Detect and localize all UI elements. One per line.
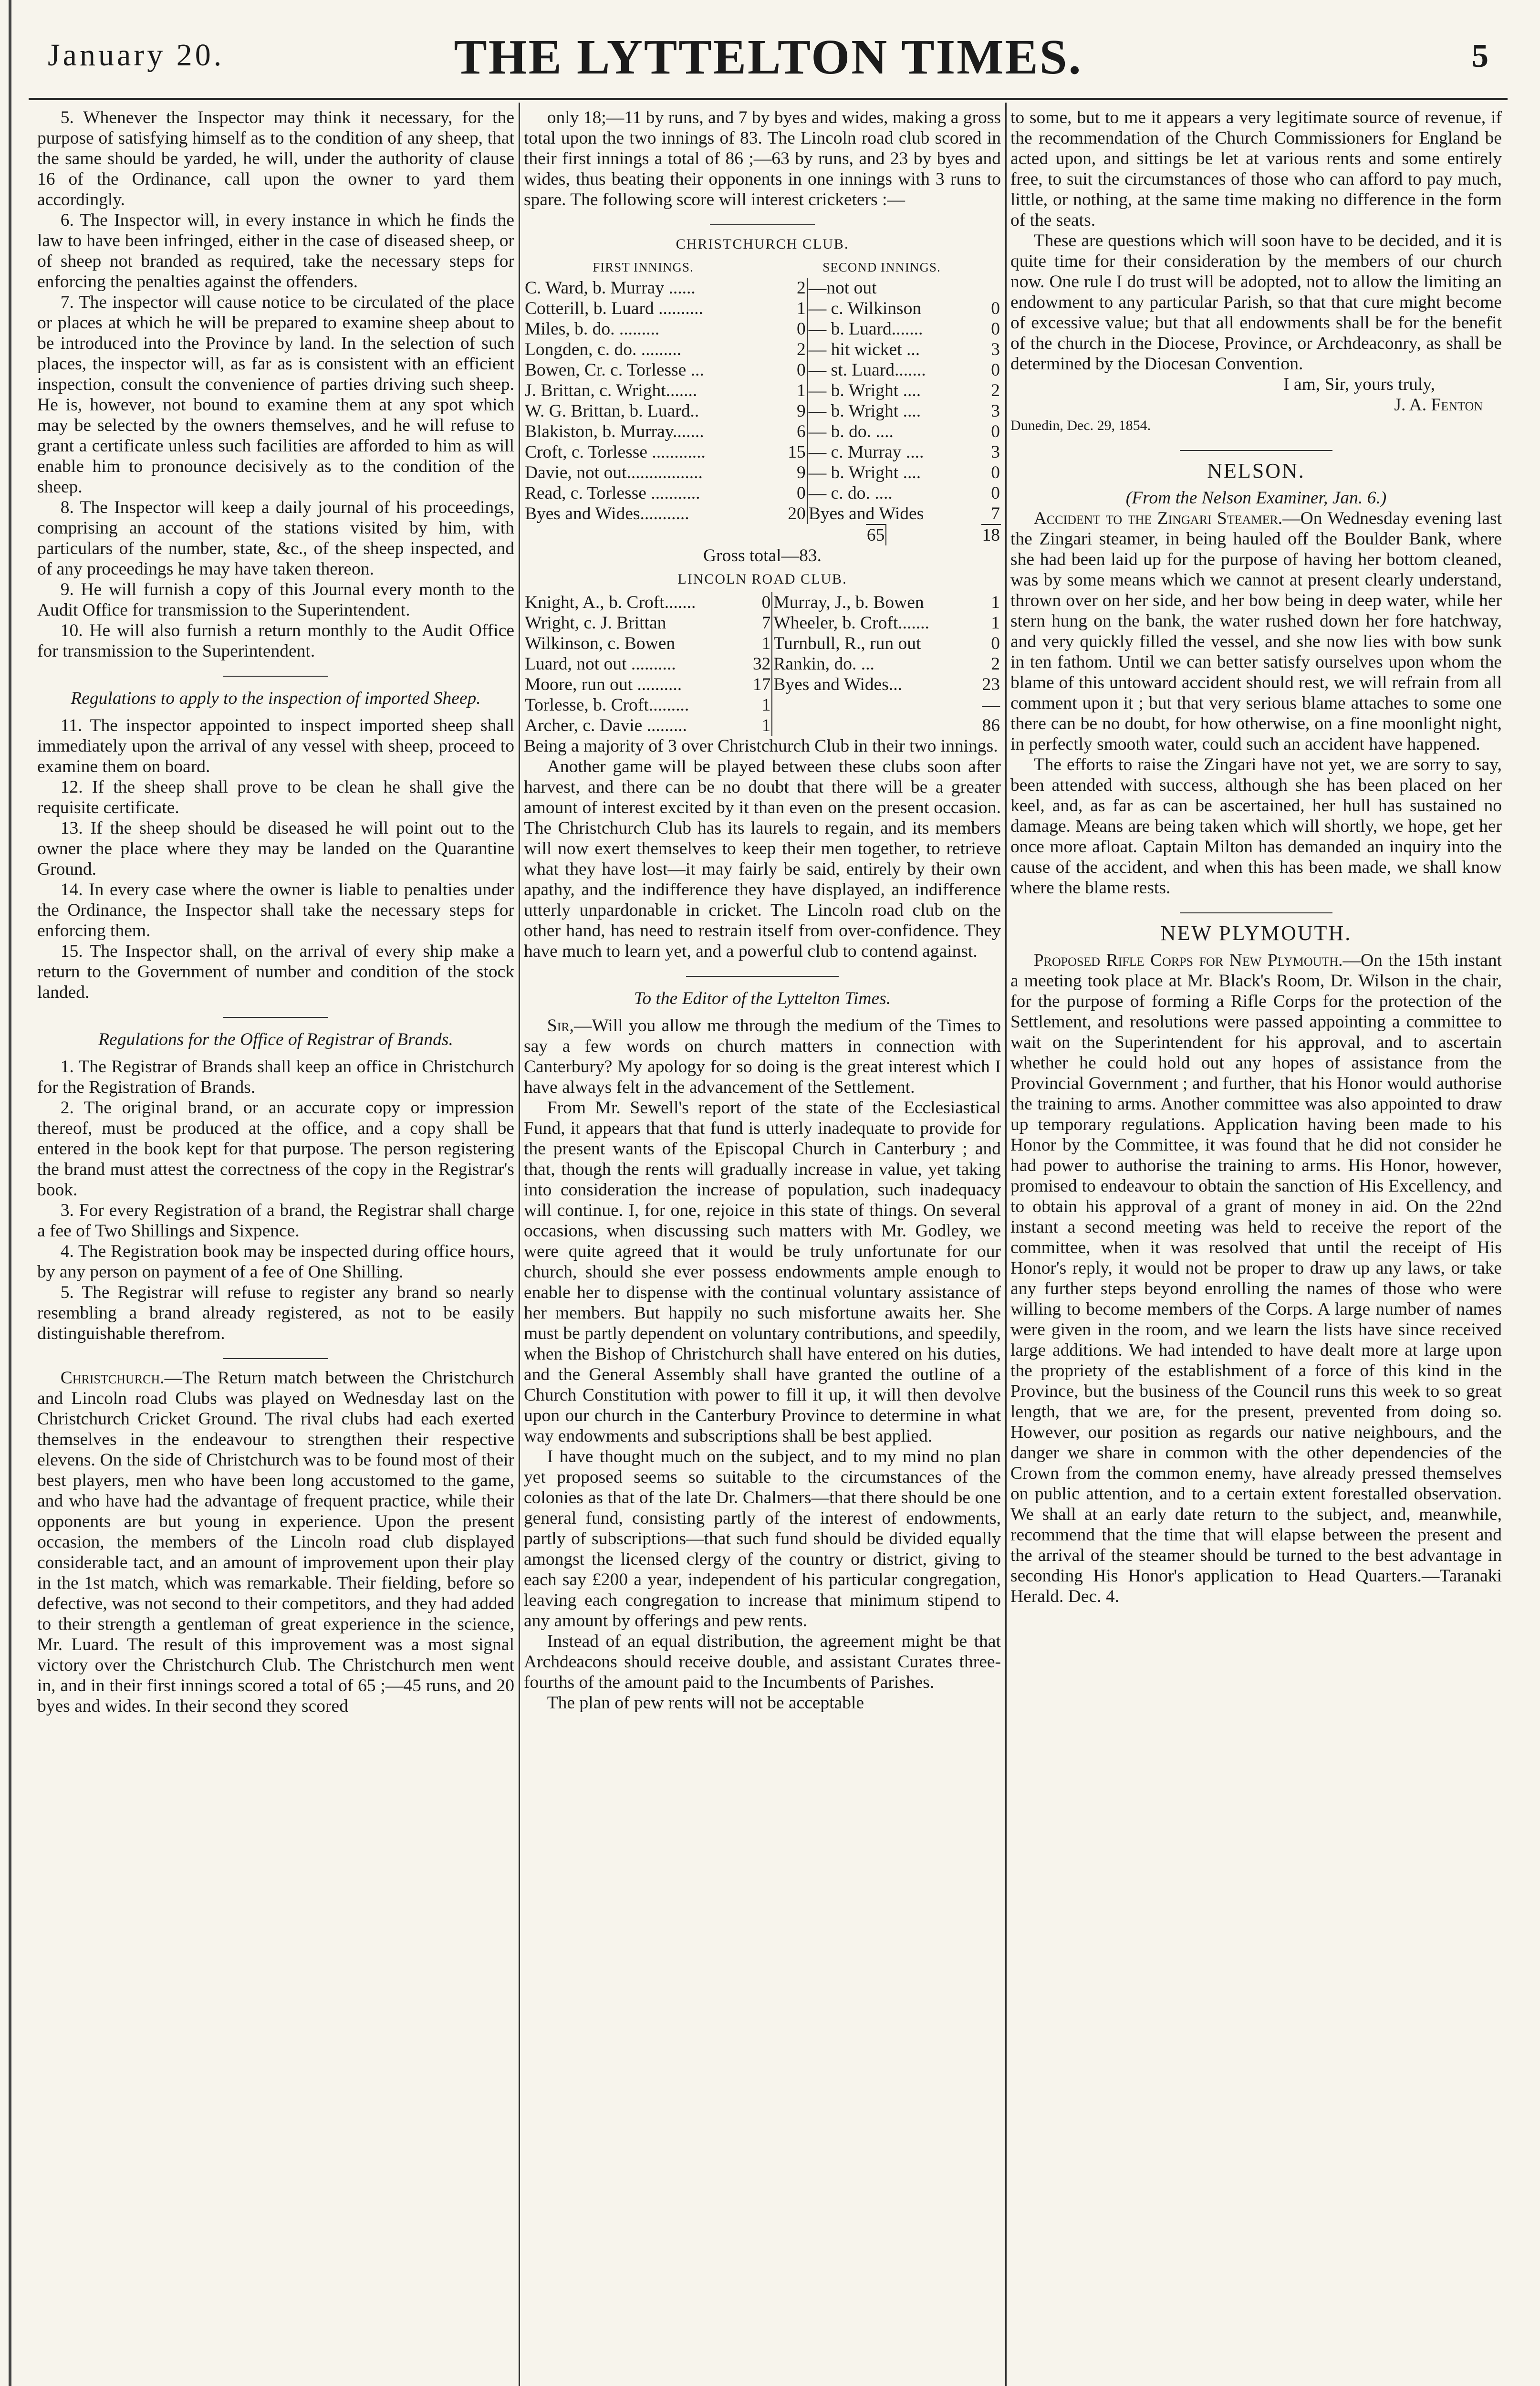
table-row [524,401,1001,421]
runs: 0 [991,360,1000,380]
paragraph: 6. The Inspector will, in every instance in which he finds the law to have been infringed, either in the case of diseased sheep, or of sheep not branded as required, take the necessary steps for enforcing the penalties against the offenders. [37,210,514,292]
club-heading: LINCOLN ROAD CLUB. [677,571,847,587]
newspaper-title: THE LYTTELTON TIMES. [454,30,1082,84]
section-rule [686,976,839,977]
runs: 17 [747,674,772,695]
paragraph: 12. If the sheep shall prove to be clean he shall give the requisite certificate. [37,777,514,817]
batsman-entry: — c. Wilkinson [808,299,922,318]
paragraph: 10. He will also furnish a return monthly to the Audit Office for transmission to the Superintendent. [37,621,514,661]
batsman-entry: Luard, not out .......... [525,654,676,674]
runs: 20 [782,503,807,524]
paragraph: The efforts to raise the Zingari have not yet, we are sorry to say, been attended with success, although she has been placed on her keel, and, as far as can be ascertained, her hull has sustained no damage. Means are being taken which will shortly, we hope, get her once more afloat. Captain Milton has demanded an inquiry into the cause of the accident, and when this has been made, we shall know where the blame rests. [1010,755,1502,898]
runs: 0 [991,422,1000,441]
batsman-entry: Bowen, Cr. c. Torlesse ... [525,360,704,380]
runs: 2 [991,381,1000,400]
runs: 1 [747,633,772,654]
paragraph: From Mr. Sewell's report of the state of the Ecclesiastical Fund, it appears that that fund is utterly inadequate to provide for the present wants of the Episcopal Church in Canterbury ; and that, though the rents will gradually increase in value, yet taking into consideration the increase of population, such inadequacy will continue. I, for one, rejoice in this state of things. On several occasions, when discussing such matters with Mr. Godley, we were quite agreed that it would be truly unfortunate for our church, should she ever possess endowments ample enough to enable her to dispense with the continual voluntary assistance of her members. But happily no such misfortune awaits her. She must be partly dependent on voluntary contributions, and speedily, when the Bishop of Christchurch shall have entered on his duties, and the General Assembly shall have granted the outline of a Church Constitution with power to fill it up, it will then devolve upon our church in the Canterbury Province to determine in what way endowments and subscriptions shall be best applied. [524,1098,1001,1446]
runs: 6 [782,421,807,442]
lead-in: Proposed Rifle Corps for New Plymouth. [1033,951,1343,970]
batsman-entry: Wilkinson, c. Bowen [525,634,676,653]
runs: 0 [782,319,807,339]
paragraph: 7. The inspector will cause notice to be circulated of the place or places at which he will be prepared to examine sheep about to be introduced into the Province by land. In the selection of such places, the inspector will, as far as is consistent with an efficient inspection, consult the convenience of parties driving such sheep. He is, however, not bound to examine them at any spot which may be selected by the owners themselves, and he will refuse to grant a certificate unless such facilities are afforded to him as will enable him to pronounce decisively as to the condition of the sheep. [37,293,514,497]
batsman-entry: Blakiston, b. Murray....... [525,422,704,441]
paragraph: The plan of pew rents will not be acceptable [547,1693,864,1713]
page-number: 5 [1472,38,1488,74]
runs: 0 [747,592,772,613]
batsman-entry: Byes and Wides........... [525,504,689,523]
club-heading: CHRISTCHURCH CLUB. [676,236,849,252]
runs: — [982,695,1000,715]
innings-label: FIRST INNINGS. [593,260,694,274]
runs: 7 [991,504,1000,523]
binding-edge [9,0,11,2386]
table-row [524,442,1001,462]
section-rule [710,224,815,225]
paragraph: to some, but to me it appears a very legitimate source of revenue, if the recommendation of the Church Commissioners for England be acted upon, and sittings be let at various rents and some entirely free, to suit the circumstances of those who can afford to pay much, little, or nothing, at the same time making no difference in the form of the seats. [1010,108,1502,230]
runs: 9 [782,401,807,421]
paragraph [1010,950,1502,1607]
paragraph: 2. The original brand, or an accurate copy or impression thereof, must be produced at the office, and a copy shall be entered in the book kept for that purpose. The person registering the brand must attest the correctness of the copy in the Registrar's book. [37,1098,514,1200]
runs: 0 [782,483,807,503]
runs: 1 [782,380,807,401]
paragraph-text: —On the 15th instant a meeting took place at Mr. Black's Room, Dr. Wilson in the chair, for the purpose of forming a Rifle Corps for the protection of the Settlement, and resolutions were passed appointing a committee to wait on the Superintendent for his approval, and to ascertain whether he could hold out any hopes of assistance from the Provincial Government ; and further, that his Honor would authorise the training to arms. Another committee was also appointed to draw up temporary regulations. Application having been made to his Honor by the Committee, it was found that he did not consider he had power to authorise the training to arms. His Honor, however, promised to endeavour to obtain the sanction of His Excellency, and to obtain his approval of a grant of money in aid. On the 22nd instant a second meeting was held to receive the report of the committee, when it was resolved that until the receipt of His Honor's reply, it would not be proper to draw up any laws, or take any further steps beyond enrolling the names of those who were willing to become members of the Corps. A large number of names were given in the room, and we learn the lists have since received large additions. We had intended to have dealt more at large upon the propriety of the establishment of a force of this kind in the Province, but the business of the Council runs this week to so great length, that we are, for the present, prevented from doing so. However, our position as regards our native neighbours, and the danger we share in common with the other dependencies of the Crown from the common enemy, have already pressed themselves on public attention, and to a certain extent forestalled observation. We shall at an early date return to the subject, and, meanwhile, recommend that the time that will elapse between the present and the arrival of the steamer should be turned to the best advantage in seconding His Honor's application to Head Quarters.—Taranaki Herald. Dec. 4. [1010,951,1502,1606]
paragraph: 4. The Registration book may be inspected during office hours, by any person on payment of a fee of One Shilling. [37,1242,514,1282]
section-rule [223,1358,328,1359]
runs: 1 [747,695,772,715]
runs: 32 [747,654,772,674]
batsman-entry: — b. Wright .... [808,401,921,421]
section-rule [223,676,328,677]
paragraph: 14. In every case where the owner is liable to penalties under the Ordinance, the Inspector shall take the necessary steps for enforcing them. [37,880,514,941]
table-row [524,613,1001,633]
paragraph: Instead of an equal distribution, the agreement might be that Archdeacons should receive double, and assistant Curates three-fourths of the amount paid to the Incumbents of Parishes. [524,1632,1001,1692]
news-source: (From the Nelson Examiner, Jan. 6.) [1125,488,1387,508]
paragraph: 3. For every Registration of a brand, the Registrar shall charge a fee of Two Shillings and Sixpence. [37,1201,514,1241]
batsman-entry: Cotterill, b. Luard .......... [525,299,703,318]
paragraph-text: —The Return match between the Christchurch and Lincoln road Clubs was played on Wednesday last on the Christchurch Cricket Ground. The rival clubs had each exerted themselves in the endeavour to strengthen their respective elevens. On the side of Christchurch was to be found most of their best players, men who have been long accustomed to the game, and who have had the advantage of frequent practice, while their opponents are but young in experience. Upon the present occasion, the members of the Lincoln road club displayed considerable tact, and an amount of improvement upon their play in the 1st match, which was remarkable. Their fielding, before so defective, was not second to their competitors, and they had added to their strength a gentleman of great experience in the science, Mr. Luard. The result of this improvement was a most signal victory over the Christchurch Club. The Christchurch men went in, and in their first innings scored a total of 65 ;—45 runs, and 20 byes and wides. In their second they scored [37,1368,514,1716]
scorecard-lincoln-road [524,592,1001,736]
paragraph: only 18;—11 by runs, and 7 by byes and wides, making a gross total upon the two innings of 83. The Lincoln road club scored in their first innings a total of 86 ;—63 by runs, and 23 by byes and wides, thus beating their opponents in one innings with 3 runs to spare. The following score will interest cricketers :— [524,108,1001,209]
table-row [524,633,1001,654]
column-3 [1010,107,1502,2386]
table-row [524,524,1001,545]
runs: 1 [991,593,1000,612]
table-row [524,278,1001,298]
paragraph-text: —Will you allow me through the medium of the Times to say a few words on church matters in connection with Canterbury? My apology for so doing is the great interest which I have always felt in the advancement of the Settlement. [524,1016,1001,1097]
runs: 15 [782,442,807,462]
table-row [524,592,1001,613]
table-row [524,380,1001,401]
batsman-entry: C. Ward, b. Murray ...... [525,278,696,298]
paragraph: Another game will be played between these clubs soon after harvest, and there can be no doubt that there will be a greater amount of interest excited by it than even on the present occasion. The Christchurch Club has its laurels to regain, and its members will now exert themselves to keep their men together, to retrieve what they have lost—it may fairly be said, entirely by their own apathy, and the indifference they have displayed, an indifference utterly unpardonable in cricket. The Lincoln road club on the other hand, has need to restrain itself from over-confidence. They have much to learn yet, and a powerful club to contend against. [524,757,1001,961]
total-second-innings: 18 [982,525,1000,545]
runs: 1 [991,613,1000,633]
column-2 [524,107,1001,2386]
runs: 3 [991,401,1000,421]
table-row [524,298,1001,319]
runs: 3 [991,442,1000,462]
runs: 2 [782,278,807,298]
batsman-entry: Turnbull, R., run out [773,634,921,653]
batsman-entry: — hit wicket ... [808,340,920,359]
runs: 2 [991,654,1000,674]
table-row [524,421,1001,442]
table-row [524,503,1001,524]
runs [976,278,1001,298]
dateline: Dunedin, Dec. 29, 1854. [1010,418,1151,433]
letter-heading: To the Editor of the Lyttelton Times. [634,989,891,1008]
paragraph: 5. The Registrar will refuse to register any brand so nearly resembling a brand already registered, as not to be easily distinguishable therefrom. [37,1283,514,1343]
runs: 23 [982,675,1000,694]
table-row [524,360,1001,380]
batsman-entry: — b. do. .... [808,422,894,441]
page-header [43,29,1493,91]
batsman-entry: Byes and Wides [808,504,924,523]
news-heading: NELSON. [1207,459,1305,482]
batsman-entry: Wright, c. J. Brittan [525,613,666,633]
innings-totals [524,524,1001,545]
batsman-entry: Davie, not out................. [525,463,703,482]
runs: 86 [982,716,1000,735]
batsman-entry: Miles, b. do. ......... [525,319,660,339]
batsman-entry: — b. Wright .... [808,463,921,482]
paragraph [1010,508,1502,754]
runs: 3 [991,340,1000,359]
signature-name: J. A. Fenton [1394,395,1483,415]
table-row [524,339,1001,360]
runs: 0 [991,483,1000,503]
paragraph: 1. The Registrar of Brands shall keep an office in Christchurch for the Registration of Brands. [37,1057,514,1097]
section-rule [1180,450,1332,451]
paragraph [37,1368,514,1716]
paragraph: 9. He will furnish a copy of this Journal every month to the Audit Office for transmission to the Superintendent. [37,580,514,620]
batsman-entry [772,695,976,715]
paragraph: Being a majority of 3 over Christchurch Club in their two innings. [524,736,998,756]
paragraph [524,1015,1001,1098]
column-divider [519,103,520,2386]
runs: 2 [782,339,807,360]
section-rule [1180,912,1332,913]
batsman-entry: — b. Luard....... [808,319,923,339]
runs: 9 [782,462,807,483]
batsman-entry [772,715,976,736]
table-row [524,654,1001,674]
innings-label: SECOND INNINGS. [822,260,941,274]
section-heading: Regulations for the Office of Registrar of Brands. [98,1030,453,1049]
paragraph: 8. The Inspector will keep a daily journal of his proceedings, comprising an account of the stations visited by him, with particulars of the number, state, &c., of the sheep inspected, and of any proceedings he may have taken thereon. [37,498,514,579]
scorecard-christchurch [524,278,1001,524]
runs: 0 [782,360,807,380]
runs: 0 [991,463,1000,482]
table-row [524,483,1001,503]
section-heading: Regulations to apply to the inspection of imported Sheep. [71,689,481,708]
paragraph: 13. If the sheep should be diseased he will point out to the owner the place where they may be landed on the Quarantine Ground. [37,818,514,879]
header-rule [29,98,1508,100]
column-1 [37,107,514,2386]
batsman-entry: — c. do. .... [808,483,893,503]
section-rule [223,1017,328,1018]
lead-in: Accident to the Zingari Steamer. [1033,509,1283,528]
batsman-entry: Croft, c. Torlesse ............ [525,442,706,462]
column-divider [1005,103,1007,2386]
batsman-entry: W. G. Brittan, b. Luard.. [525,401,699,421]
total-first-innings: 65 [866,524,886,545]
table-row [524,319,1001,339]
runs: 1 [747,715,772,736]
signature-line: I am, Sir, yours truly, [1283,375,1435,394]
table-row [524,462,1001,483]
batsman-entry: — b. Wright .... [808,381,921,400]
runs: 0 [991,299,1000,318]
batsman-entry: Archer, c. Davie ......... [525,716,687,735]
table-row [524,715,1001,736]
gross-total: Gross total—83. [703,546,822,565]
table-row [524,695,1001,715]
news-heading: NEW PLYMOUTH. [1160,921,1352,945]
runs: 0 [991,634,1000,653]
innings-header [524,257,1001,278]
batsman-entry: — st. Luard....... [808,360,926,380]
paragraph: 15. The Inspector shall, on the arrival of every ship make a return to the Government of number and condition of the stock landed. [37,942,514,1002]
runs: 0 [991,319,1000,339]
runs: 1 [782,298,807,319]
batsman-entry: Wheeler, b. Croft....... [773,613,929,633]
paragraph: I have thought much on the subject, and to my mind no plan yet proposed seems so suitable to the circumstances of the colonies as that of the late Dr. Chalmers—that there should be one general fund, consisting partly of the interest of endowments, partly of subscriptions—that such fund should be divided equally amongst the licensed clergy of the country or district, giving to each say £200 a year, independent of his particular congregation, leaving each congregation to increase that minimum stipend to any amount by offerings and pew rents. [524,1447,1001,1631]
paragraph-text: —On Wednesday evening last the Zingari steamer, in being hauled off the Boulder Bank, where she had been laid up for the purpose of having her bottom cleaned, was by some means which we cannot at present clearly understand, thrown over on her side, and her bow being in deep water, while her stern hung on the bank, the water rushed down her fore hatchway, and very quickly filled the vessel, and she now lies with bow sunk in ten fathom. Until we can better satisfy ourselves upon whom the blame of this untoward accident should rest, we will refrain from all comment upon it ; but that very serious blame attaches to some one there can be no doubt, for how otherwise, on a fine moonlight night, in perfectly smooth water, could such an accident have happened. [1010,509,1502,754]
batsman-entry: Byes and Wides... [773,675,903,694]
paragraph: 5. Whenever the Inspector may think it necessary, for the purpose of satisfying himself as to the condition of any sheep, that the same should be yarded, he will, under the authority of clause 16 of the Ordinance, call upon the owner to yard them accordingly. [37,108,514,209]
runs: 7 [747,613,772,633]
batsman-entry: Read, c. Torlesse ........... [525,483,700,503]
batsman-entry: Rankin, do. ... [773,654,874,674]
paragraph: 11. The inspector appointed to inspect imported sheep shall immediately upon the arrival of any vessel with sheep, proceed to examine them on board. [37,716,514,776]
batsman-entry: Longden, c. do. ......... [525,340,682,359]
header-date: January 20. [48,38,225,73]
lead-in: Sir, [547,1016,574,1036]
batsman-entry: —not out [808,278,877,298]
table-row [524,674,1001,695]
batsman-entry: Moore, run out .......... [525,675,682,694]
batsman-entry: Knight, A., b. Croft....... [525,593,696,612]
batsman-entry: Torlesse, b. Croft......... [525,695,689,715]
batsman-entry: Murray, J., b. Bowen [773,593,924,612]
batsman-entry: J. Brittan, c. Wright....... [525,381,697,400]
batsman-entry: — c. Murray .... [808,442,924,462]
lead-in: Christchurch. [60,1368,165,1388]
paragraph: These are questions which will soon have to be decided, and it is quite time for their consideration by the members of our church now. One rule I do trust will be adopted, not to allow the limiting an endowment to any particular Parish, so that that cure might become of excessive value; but that all endowments shall be for the benefit of the church in the Diocese, Province, or Archdeaconry, as shall be determined by the Diocesan Convention. [1010,231,1502,374]
